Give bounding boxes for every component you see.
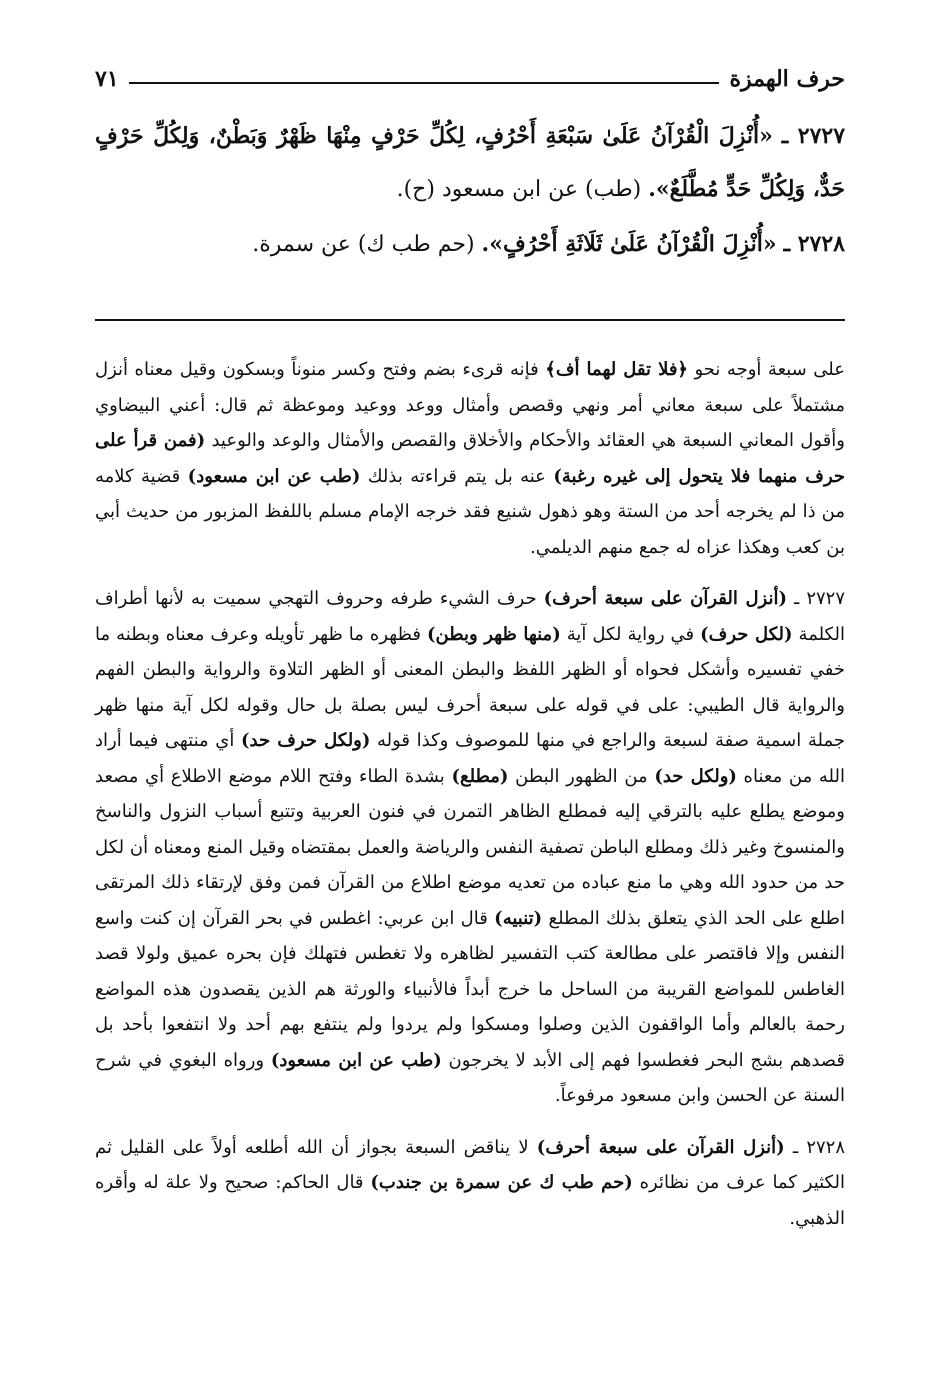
commentary-text: فإنه قرىء بضم وفتح وكسر منوناً وبسكون وقيل معناه أنزل مشتملاً على سبعة معاني أمر ونهي وقصص وأمثال ووعد ووعيد وموعظة ثم قال: أعني البيضاوي وأقول المعاني السبعة هي العقائد والأحكام والأخلاق والقصص والأمثال والوعد والوعيد <box>95 359 845 451</box>
commentary-paragraph-1 <box>95 352 845 565</box>
commentary-text: حرف الشيء طرفه وحروف التهجي سميت به لأنها أطراف الكلمة <box>95 588 845 645</box>
commentary-text: فظهره ما ظهر تأويله وعرف معناه وبطنه ما خفي تفسيره وأشكل فحواه أو الظهر اللفظ والبطن المعنى أو الظهر التلاوة والرواية والبطن الفهم والرواية قال الطيبي: على في قوله على سبعة أحرف ليس بصلة بل حال وقوله لكل آية منها ظهر جملة اسمية صفة لسبعة والراجع في منها للموصوف وكذا قوله <box>95 623 845 751</box>
commentary-text: في رواية لكل آية <box>560 623 695 645</box>
commentary-quote: (ولكل حد) <box>654 765 737 787</box>
hadith-number: ٢٧٢٧ ـ <box>781 123 846 149</box>
commentary <box>95 352 845 1252</box>
commentary-paragraph-2728 <box>95 1130 845 1237</box>
commentary-quote: (أنزل القرآن على سبعة أحرف) <box>536 1136 785 1158</box>
commentary-text: ورواه البغوي في شرح السنة عن الحسن وابن مسعود مرفوعاً. <box>95 1049 845 1106</box>
commentary-quote: (منها ظهر وبطن) <box>426 623 561 645</box>
commentary-text: أي منتهى فيما أراد الله من معناه <box>95 730 845 787</box>
commentary-source: (طب عن ابن مسعود) <box>187 465 361 487</box>
chapter-title: حرف الهمزة <box>729 66 845 92</box>
commentary-text: لا يناقض السبعة بجواز أن الله أطلعه أولاً على القليل ثم الكثير كما عرف من نظائره <box>95 1136 845 1193</box>
header-rule <box>129 82 720 84</box>
hadith-number: ٢٧٢٨ ـ <box>783 231 845 257</box>
commentary-source: (طب عن ابن مسعود) <box>270 1049 442 1071</box>
hadith-source: (طب) عن ابن مسعود (ح). <box>396 177 642 202</box>
commentary-quote: (لكل حرف) <box>700 623 793 645</box>
hadith-2727 <box>95 110 845 216</box>
commentary-text: على سبعة أوجه نحو <box>687 359 845 380</box>
hadith-source: (حم طب ك) عن سمرة. <box>252 232 475 257</box>
commentary-text: بشدة الطاء وفتح اللام موضع الاطلاع أي مصعد وموضع يطلع عليه بالترقي إليه فمطلع الظاهر التمرن في فنون العربية وتتبع أسباب النزول والناسخ والمنسوخ وغير ذلك ومطلع الباطن تصفية النفس والرياضة والعمل بمقتضاه وقيل المنع ومعناه أن لكل حد من حدود الله وهي ما منع عباده من تعديه موضع اطلاع من القرآن فمن وفق لإرتقاء ذلك المرتقى اطلع على الحد الذي يتعلق بذلك المطلع <box>95 765 845 929</box>
section-divider <box>95 319 845 321</box>
page-number: ٧١ <box>95 66 119 92</box>
commentary-quote: (فمن قرأ على حرف منهما فلا يتحول إلى غيره رغبة) <box>95 430 846 487</box>
commentary-text: قضية كلامه من ذا لم يخرجه أحد من الستة وهو ذهول شنيع فقد خرجه الإمام مسلم باللفظ المزبور من حديث أبي بن كعب وهكذا عزاه له جمع منهم الديلمي. <box>95 465 845 558</box>
commentary-paragraph-2727 <box>95 581 845 1114</box>
hadith-text: «أُنْزِلَ الْقُرْآنُ عَلَىٰ ثَلَاثَةِ أَحْرُفٍ». <box>481 231 777 257</box>
page-header <box>95 52 845 92</box>
commentary-number: ٢٧٢٧ ـ <box>786 588 845 609</box>
commentary-quote: (ولكل حرف حد) <box>241 730 371 751</box>
commentary-quote: (أنزل القرآن على سبعة أحرف) <box>543 588 787 609</box>
hadith-2728 <box>95 218 845 271</box>
commentary-quote: ﴿فلا تقل لهما أف﴾ <box>545 359 688 380</box>
commentary-text: عنه بل يتم قراءته بذلك <box>367 465 546 487</box>
commentary-number: ٢٧٢٨ ـ <box>784 1136 845 1158</box>
commentary-text: من الظهور البطن <box>508 765 648 787</box>
hadith-text: «أُنْزِلَ الْقُرْآنُ عَلَىٰ سَبْعَةِ أَحْرُفٍ، لِكُلِّ حَرْفٍ مِنْهَا ظَهْرٌ وَبَطْنٌ، وَلِكُلِّ حَرْفٍ حَدٌّ، وَلِكُلِّ حَدٍّ مُطَّلَعٌ». <box>95 123 845 202</box>
commentary-quote: (تنبيه) <box>494 907 543 929</box>
commentary-text: قال الحاكم: صحيح ولا علة له وأقره الذهبي. <box>95 1172 845 1229</box>
commentary-source: (حم طب ك عن سمرة بن جندب) <box>370 1172 633 1193</box>
commentary-text: قال ابن عربي: اغطس في بحر القرآن إن كنت واسع النفس وإلا فاقتصر على مطالعة كتب التفسير لظاهره ولا تغطس فتهلك فإن بحره عميق ولولا قصد الغاطس للمواضع القريبة من الساحل ما خرج أبداً فالأنبياء والورثة هم الذين يقصدون هذه المواضع رحمة بالعالم وأما الواقفون الذين وصلوا ومسكوا ولم يردوا ولم ينتفع بهم أحد ولا انتفعوا بأحد بل قصدهم بشج البحر فغطسوا فهم إلى الأبد لا يخرجون <box>95 907 845 1071</box>
commentary-quote: (مطلع) <box>451 765 509 787</box>
